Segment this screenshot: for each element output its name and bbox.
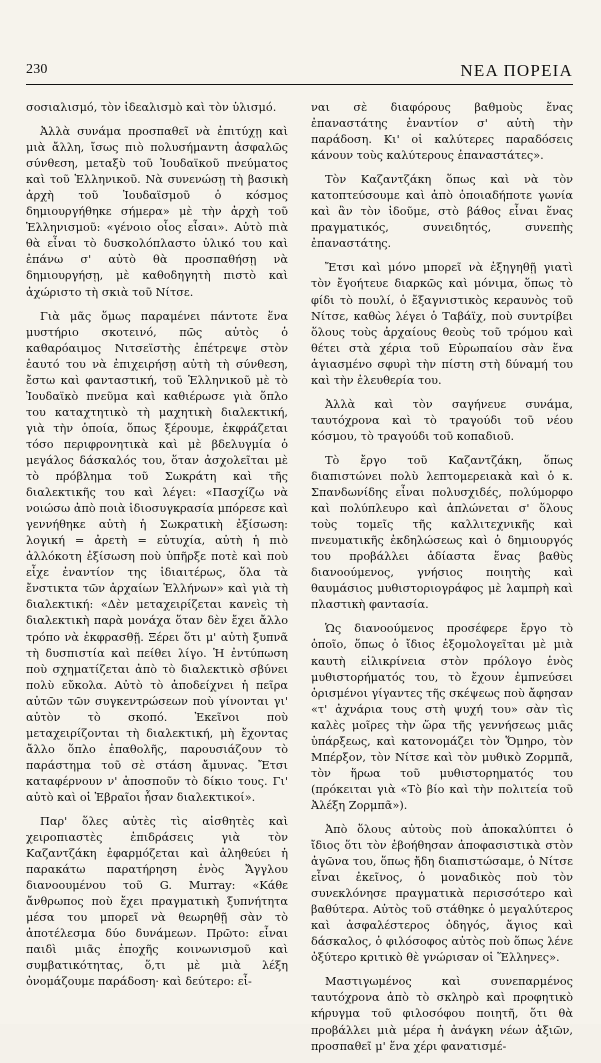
page-number: 230 (26, 62, 48, 77)
left-paragraph-2: Ἀλλὰ συνάμα προσπαθεῖ νὰ ἐπιτύχῃ καὶ μιὰ ἄλλη, ἴσως πιὸ πολυσήμαντη ἀσφαλῶς σύνθεση, μεταξὺ τοῦ Ἰουδαϊκοῦ πνεύματος καὶ τοῦ Ἑλληνικοῦ. Νὰ συνενώσῃ τὴ βασικὴ ἀρχὴ τοῦ Ἰουδαϊσμοῦ ὁ κόσμος δημιουργήθηκε σήμερα» μὲ τὴν ἀρχὴ τοῦ Ἑλληνισμοῦ: «γένοιο οἷος εἶσαι». Αὐτὸ πιὰ θὰ εἶναι τὸ δυσκολόπλαστο ὑλικό του καὶ ἐπάνω σ' αὐτὸ θὰ προσπαθήσῃ νὰ δημιουργήσῃ, μὲ καθοδηγητὴ πιστὸ καὶ ἀχώριστο τὴ σκιὰ τοῦ Νίτσε. (26, 125, 288, 299)
right-paragraph-3: Ἔτσι καὶ μόνο μπορεῖ νὰ ἐξηγηθῇ γιατὶ τὸν ἔγοήτευε διαρκῶς καὶ μόνιμα, ὅπως τὸ φίδι τὸ πουλί, ὁ ἔξαγνιστικὸς κεραυνὸς τοῦ Νίτσε, καθὼς λέγει ὁ Ταβάϊχ, ποὺ συντρίβει ὅλους τοὺς ἀρχαίους θεοὺς τοῦ τρόμου καὶ θέτει στὰ χέρια τοῦ Εὐρωπαίου σὰν ἕνα ἁγιασμένο σφυρὶ τὴν πίστη στὴ δύναμή του καὶ τὴν ἐλευθερία του. (311, 261, 573, 387)
right-paragraph-5: Τὸ ἔργο τοῦ Καζαντζάκη, ὅπως διαπιστώνει πολὺ λεπτομερειακὰ καὶ ὁ κ. Σπανδωνίδης εἶναι πολυσχιδές, πολύμορφο καὶ πολύπλευρο καὶ ἁπλώνεται σ' ὅλους τοὺς τομεῖς τῆς καλλιτεχνικῆς καὶ πνευματικῆς ἐκδηλώσεως καὶ ὁ δημιουργός του προβάλλει ἀδίαστα ἕνας βαθὺς διανοούμενος, γνήσιος ποιητὴς καὶ θαυμάσιος μυθιστοριογράφος μὲ λαμπρὴ καὶ πλαστικὴ φαντασία. (311, 453, 573, 612)
left-paragraph-3: Γιὰ μᾶς ὅμως παραμένει πάντοτε ἕνα μυστήριο σκοτεινό, πῶς αὐτὸς ὁ καθαρόαιμος Νιτσεϊστὴς ἐπέτρεψε στὸν ἑαυτό του νὰ ἐπιχειρήσῃ αὐτὴ τὴ σύνθεση, ἔστω καὶ φανταστική, τοῦ Ἑλληνικοῦ μὲ τὸ Ἰουδαϊκὸ πνεῦμα καὶ καθιέρωσε γιὰ ὅπλο του καταχτητικὸ τὴ μαχητικὴ διαλεκτική, γιὰ τὴν ὁποία, ὅπως ξέρουμε, ἐκφράζεται τόσο περιφρονητικὰ καὶ μὲ βδελυγμία ὁ μεγάλος δάσκαλός του, ὅταν ἀσχολεῖται μὲ τὸ πρόβλημα τοῦ Σωκράτη καὶ τῆς διαλεκτικῆς του καὶ λέγει: «Πασχίζω νὰ νοιώσω ἀπὸ ποιὰ ἰδιοσυγκρασία μπόρεσε καὶ γεννήθηκε αὐτὴ ἡ Σωκρατικὴ ἐξίσωση: λογική = ἀρετὴ = εὐτυχία, αὐτὴ ἡ πιὸ ἀλλόκοτη ἐξίσωση ποὺ ὑπῆρξε ποτὲ καὶ ποὺ εἶχε ἐναντίον της ἰδιαιτέρως, ὅλα τὰ ἔνστικτα τῶν ἀρχαίων Ἑλλήνων» καὶ γιὰ τὴ διαλεκτική: «Δὲν μεταχειρίζεται κανεὶς τὴ διαλεκτικὴ παρὰ μονάχα ὅταν δὲν ἔχει ἄλλο τρόπο νὰ ἐκφρασθῇ. Ξέρει ὅτι μ' αὐτὴ ξυπνᾶ τὴ δυσπιστία καὶ πείθει λίγο. Ἡ ἐντύπωση ποὺ σχηματίζεται ἀπὸ τὸ διαλεκτικὸ σβύνει πολὺ εὔκολα. Αὐτὸ τὸ ἀποδείχνει ἡ πεῖρα αὐτῶν τῶν συγκεντρώσεων ποὺ γίνονται γι' αὐτὸν τὸ σκοπό. Ἐκεῖνοι ποὺ μεταχειρίζονται τὴ διαλεκτική, μὴ ἔχοντας ἄλλο ὅπλο ἐπαθολῆς, παρουσιάζουν τὸ παράστημα τοῦ σὲ στάση ἄμυνας. Ἔτσι καταφέρνουν ν' ἀποσποῦν τὸ δίκιο τους. Γι' αὐτὸ καὶ οἱ Ἑβραῖοι ἦσαν διαλεκτικοί». (26, 309, 288, 804)
right-paragraph-2: Τὸν Καζαντζάκη ὅπως καὶ νὰ τὸν κατοπτεύσουμε καὶ ἀπὸ ὁποιαδήποτε γωνία καὶ ἂν τὸν ἰδοῦμε, στὸ βάθος εἶναι ἕνας πραγματικός, συνειδητός, συνεπὴς ἐπαναστάτης. (311, 173, 573, 251)
page-header (26, 62, 573, 85)
right-paragraph-4: Ἀλλὰ καὶ τὸν σαγήνευε συνάμα, ταυτόχρονα καὶ τὸ τραγούδι τοῦ νέου κόσμου, τὸ τραγούδι τοῦ κοπαδιοῦ. (311, 397, 573, 443)
right-column (311, 100, 573, 1063)
left-paragraph-1: σοσιαλισμό, τὸν ἰδεαλισμὸ καὶ τὸν ὑλισμό. (26, 101, 277, 114)
left-paragraph-4: Παρ' ὅλες αὐτὲς τὶς αἰσθητὲς καὶ χειροπιαστὲς ἐπιδράσεις γιὰ τὸν Καζαντζάκη ἐφαρμόζεται καὶ ἀληθεύει ἡ παρακάτω παρατήρηση ἑνὸς Ἄγγλου διανοουμένου τοῦ G. Murray: «Κάθε ἄνθρωπος ποὺ ἔχει πραγματικὴ ξυπνήτητα μέσα του μπορεῖ νὰ θεωρηθῇ σὰν τὸ ἀποτέλεσμα δύο δυνάμεων. Πρῶτο: εἶναι παιδὶ μιᾶς ἐποχῆς κοινωνισμοῦ καὶ συμβατικότητας, ὅ,τι μὲ μιὰ λέξη ὀνομάζουμε παράδοση· καὶ δεύτερο: εἶ- (26, 815, 288, 989)
text-columns (26, 100, 573, 1053)
right-paragraph-8: Μαστιγωμένος καὶ συνεπαρμένος ταυτόχρονα ἀπὸ τὸ σκληρὸ καὶ προφητικὸ κήρυγμα τοῦ φιλοσόφου ποιητῆ, ὅτι θὰ προβάλλει μιὰ μέρα ἡ ἀνάγκη νέων ἀξιῶν, προσπαθεῖ μ' ἕνα χέρι φανατισμέ- (311, 975, 573, 1053)
right-paragraph-1: ναι σὲ διαφόρους βαθμοὺς ἕνας ἐπαναστάτης ἐναντίον σ' αὐτὴ τὴν παράδοση. Κι' οἱ καλύτερες παραδόσεις κάνουν τοὺς καλύτερους ἐπαναστάτες». (311, 101, 573, 163)
right-paragraph-6: Ὡς διανοούμενος προσέφερε ἔργο τὸ ὁποῖο, ὅπως ὁ ἴδιος ἐξομολογεῖται μὲ μιὰ καυτὴ εἰλικρίνεια στὸν πρόλογο ἑνὸς μυθιστορήματός του, τὸ ἔχουν ἐμπνεύσει ὁρισμένοι γίγαντες τῆς σκέψεως ποὺ ἄφησαν «τ' ἀχνάρια τους στὴ ψυχή του» σὰν τὶς καλὲς μοῖρες τὴν ὥρα τῆς γεννήσεως μιᾶς ὑπάρξεως, καὶ κατονομάζει τὸν Ὅμηρο, τὸν Μπέρξον, τὸν Νίτσε καὶ τὸν μυθικὸ Ζορμπᾶ, τὸν ἥρωα τοῦ μυθιστορηματός του (πρόκειται γιὰ «Τὸ βίο καὶ τὴν πολιτεία τοῦ Ἀλέξη Ζορμπᾶ»). (311, 622, 573, 812)
left-column (26, 100, 288, 999)
right-paragraph-7: Ἀπὸ ὅλους αὐτοὺς ποὺ ἀποκαλύπτει ὁ ἴδιος ὅτι τὸν ἐβοήθησαν ἀποφασιστικὰ στὸν ἀγῶνα του, ὅπως ἤδη διαπιστώσαμε, ὁ Νίτσε εἶναι ἐκεῖνος, ὁ μοναδικὸς ποὺ τὸν συνεκλόνησε πραγματικὰ περισσότερο καὶ βαθύτερα. Αὐτὸς τοῦ στάθηκε ὁ μεγαλύτερος καὶ ἀσφαλέστερος ὁδηγός, ἅγιος καὶ δάσκαλος, ὁ φιλόσοφος αὐτὸς ποὺ ὅπως λένε ὀξύτερο κριτικὸ θὲ γνώρισαν οἱ Ἕλληνες». (311, 822, 573, 965)
journal-title: ΝΕΑ ΠΟΡΕΙΑ (460, 61, 573, 80)
